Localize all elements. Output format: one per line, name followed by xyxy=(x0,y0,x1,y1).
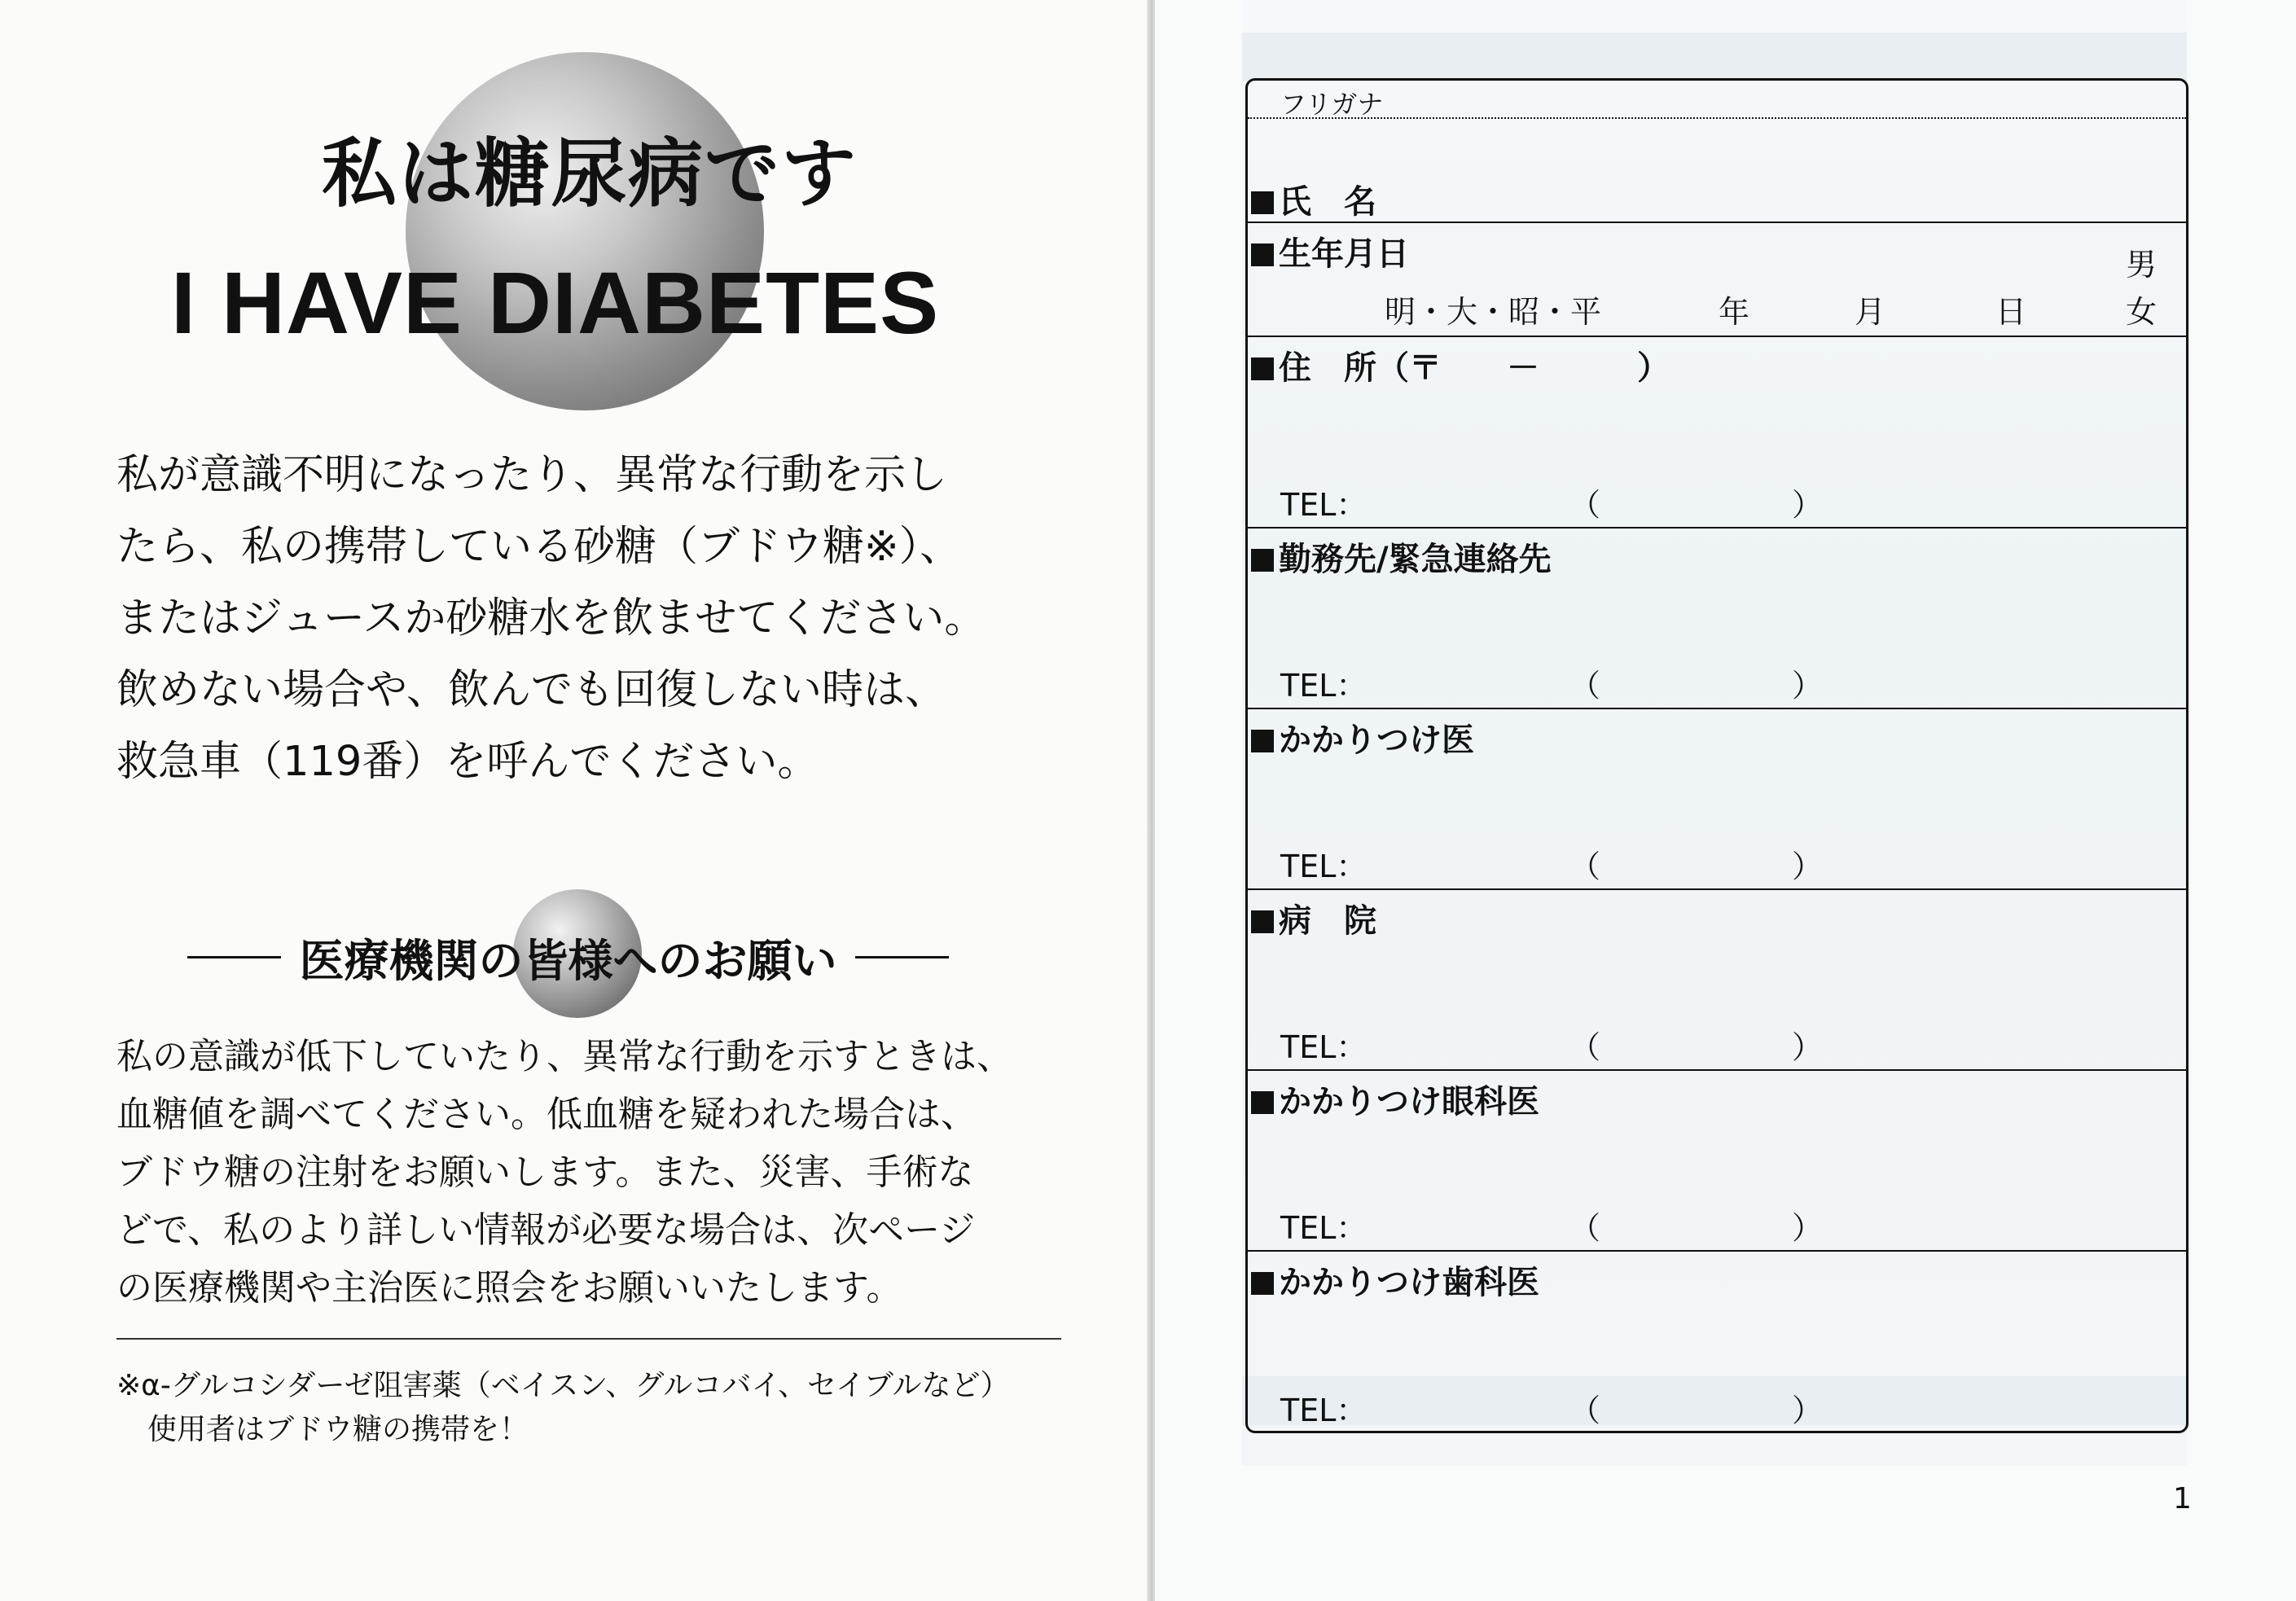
faded-header-bar xyxy=(1242,33,2187,81)
request-line: 血糖値を調べてください。低血糖を疑われた場合は、 xyxy=(116,1094,977,1135)
heading-rule-left xyxy=(187,956,281,958)
furigana-row xyxy=(1248,81,2186,120)
doctor-label: かかりつけ医 xyxy=(1251,714,1474,761)
square-bullet-icon xyxy=(1251,910,1274,933)
square-bullet-icon xyxy=(1251,1272,1274,1295)
footnote-divider xyxy=(116,1338,1061,1340)
address-tel: TEL： （ ） xyxy=(1280,487,1824,523)
day-label: 日 xyxy=(1995,294,2027,330)
footnote-line: ※α-グルコシダーゼ阻害薬（ベイスン、グルコバイ、セイブルなど） xyxy=(116,1369,1010,1402)
eye-doctor-label: かかりつけ眼科医 xyxy=(1251,1076,1539,1122)
sex-male-option[interactable]: 男 xyxy=(2126,247,2158,283)
sex-female-option[interactable]: 女 xyxy=(2126,294,2158,330)
medical-request xyxy=(116,1028,1094,1317)
page-number: 1 xyxy=(2173,1482,2192,1515)
name-label: 氏 名 xyxy=(1251,176,1376,222)
section-title: 医療機関の皆様へのお願い xyxy=(299,934,837,987)
square-bullet-icon xyxy=(1251,730,1274,752)
hospital-row[interactable] xyxy=(1248,890,2186,1071)
page-title-jp: 私は糖尿病です xyxy=(322,130,858,217)
square-bullet-icon xyxy=(1251,549,1274,572)
eye-doctor-tel: TEL： （ ） xyxy=(1280,1210,1824,1246)
page-title-en: I HAVE DIABETES xyxy=(171,253,940,352)
address-label: 住 所（〒 － ） xyxy=(1251,342,1670,388)
dentist-tel: TEL： （ ） xyxy=(1280,1393,1824,1428)
address-row[interactable] xyxy=(1248,337,2186,529)
dentist-row[interactable] xyxy=(1248,1252,2186,1431)
heading-rule-right xyxy=(855,956,949,958)
birthdate-row[interactable] xyxy=(1248,223,2186,337)
emergency-instructions xyxy=(116,440,1078,798)
instruction-line: 救急車（119番）を呼んでください。 xyxy=(116,738,819,786)
furigana-label: フリガナ xyxy=(1280,89,1384,120)
workplace-row[interactable] xyxy=(1248,529,2186,709)
month-label: 月 xyxy=(1855,294,1886,330)
square-bullet-icon xyxy=(1251,1091,1274,1114)
instruction-line: 飲めない場合や、飲んでも回復しない時は、 xyxy=(116,666,946,714)
footnote xyxy=(116,1364,1094,1452)
eye-doctor-row[interactable] xyxy=(1248,1071,2186,1252)
birthdate-label: 生年月日 xyxy=(1251,228,1409,274)
request-line: ブドウ糖の注射をお願いします。また、災害、手術な xyxy=(116,1151,974,1193)
square-bullet-icon xyxy=(1251,191,1274,214)
footnote-line: 使用者はブドウ糖の携帯を！ xyxy=(147,1413,529,1446)
name-row[interactable] xyxy=(1248,117,2186,223)
dentist-label: かかりつけ歯科医 xyxy=(1251,1257,1539,1303)
personal-info-form xyxy=(1245,78,2188,1433)
doctor-tel: TEL： （ ） xyxy=(1280,849,1824,884)
request-line: 私の意識が低下していたり、異常な行動を示すときは、 xyxy=(116,1036,1012,1077)
doctor-row[interactable] xyxy=(1248,709,2186,890)
workplace-label: 勤務先/緊急連絡先 xyxy=(1251,533,1552,580)
instruction-line: またはジュースか砂糖水を飲ませてください。 xyxy=(116,594,986,643)
request-line: どで、私のより詳しい情報が必要な場合は、次ページ xyxy=(116,1209,976,1251)
hospital-tel: TEL： （ ） xyxy=(1280,1029,1824,1065)
instruction-line: たら、私の携帯している砂糖（ブドウ糖※）、 xyxy=(116,523,962,571)
workplace-tel: TEL： （ ） xyxy=(1280,668,1824,704)
request-line: の医療機関や主治医に照会をお願いいたします。 xyxy=(116,1267,902,1309)
square-bullet-icon xyxy=(1251,357,1274,380)
year-label: 年 xyxy=(1719,294,1750,330)
square-bullet-icon xyxy=(1251,243,1274,266)
decorative-sphere xyxy=(406,52,764,410)
section-heading xyxy=(167,928,969,985)
instruction-line: 私が意識不明になったり、異常な行動を示し xyxy=(116,451,948,499)
hospital-label: 病 院 xyxy=(1251,895,1376,941)
era-options: 明・大・昭・平 xyxy=(1385,294,1602,330)
